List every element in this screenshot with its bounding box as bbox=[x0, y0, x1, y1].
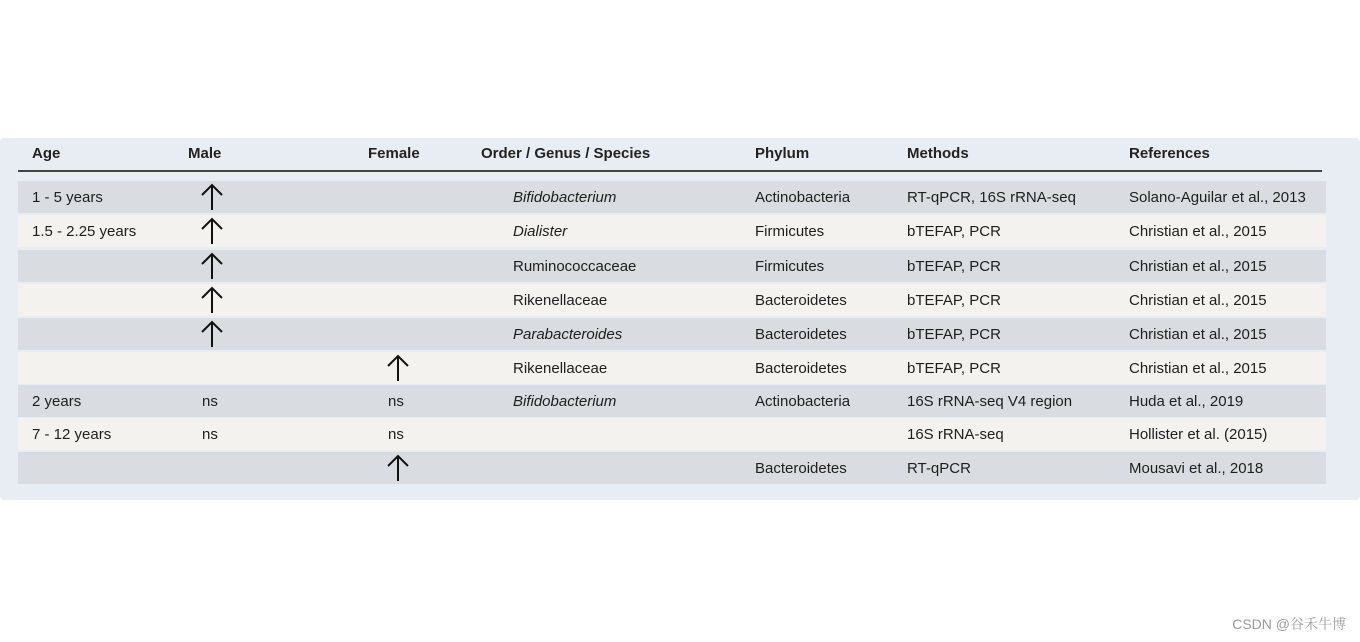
cell-phylum: Actinobacteria bbox=[755, 189, 851, 206]
cell-reference: Christian et al., 2015 bbox=[1129, 360, 1267, 377]
up-arrow-icon bbox=[200, 319, 224, 349]
header-phylum: Phylum bbox=[755, 145, 810, 162]
cell-taxon: Bifidobacterium bbox=[513, 393, 617, 410]
up-arrow-icon bbox=[200, 251, 224, 281]
cell-phylum: Bacteroidetes bbox=[755, 292, 847, 309]
header-age: Age bbox=[32, 145, 61, 162]
cell-phylum: Firmicutes bbox=[755, 258, 825, 275]
cell-taxon: Bifidobacterium bbox=[513, 189, 617, 206]
cell-age: 7 - 12 years bbox=[32, 426, 112, 443]
cell-reference: Hollister et al. (2015) bbox=[1129, 426, 1268, 443]
header-references: References bbox=[1129, 145, 1210, 162]
cell-female: ns bbox=[388, 393, 404, 410]
cell-age: 2 years bbox=[32, 393, 82, 410]
cell-taxon: Ruminococcaceae bbox=[513, 258, 637, 275]
cell-methods: bTEFAP, PCR bbox=[907, 360, 1001, 377]
cell-phylum: Bacteroidetes bbox=[755, 360, 847, 377]
cell-reference: Solano-Aguilar et al., 2013 bbox=[1129, 189, 1306, 206]
watermark: CSDN @谷禾牛博 bbox=[1232, 616, 1346, 632]
cell-male: ns bbox=[202, 393, 218, 410]
cell-reference: Christian et al., 2015 bbox=[1129, 258, 1267, 275]
cell-methods: 16S rRNA-seq V4 region bbox=[907, 393, 1073, 410]
cell-female: ns bbox=[388, 426, 404, 443]
cell-methods: RT-qPCR bbox=[907, 460, 971, 477]
cell-taxon: Rikenellaceae bbox=[513, 360, 608, 377]
up-arrow-icon bbox=[386, 353, 410, 383]
cell-taxon: Dialister bbox=[513, 223, 568, 240]
cell-phylum: Actinobacteria bbox=[755, 393, 851, 410]
up-arrow-icon bbox=[200, 182, 224, 212]
cell-phylum: Firmicutes bbox=[755, 223, 825, 240]
table-row bbox=[18, 284, 1326, 316]
cell-age: 1 - 5 years bbox=[32, 189, 103, 206]
cell-methods: bTEFAP, PCR bbox=[907, 292, 1001, 309]
cell-age: 1.5 - 2.25 years bbox=[32, 223, 137, 240]
up-arrow-icon bbox=[200, 285, 224, 315]
table-row bbox=[18, 181, 1326, 213]
cell-male: ns bbox=[202, 426, 218, 443]
cell-reference: Christian et al., 2015 bbox=[1129, 223, 1267, 240]
cell-taxon: Parabacteroides bbox=[513, 326, 623, 343]
up-arrow-icon bbox=[200, 216, 224, 246]
table-row bbox=[18, 250, 1326, 282]
cell-taxon: Rikenellaceae bbox=[513, 292, 608, 309]
cell-methods: bTEFAP, PCR bbox=[907, 326, 1001, 343]
cell-methods: RT-qPCR, 16S rRNA-seq bbox=[907, 189, 1076, 206]
header-taxon: Order / Genus / Species bbox=[481, 145, 651, 162]
cell-reference: Christian et al., 2015 bbox=[1129, 292, 1267, 309]
cell-reference: Mousavi et al., 2018 bbox=[1129, 460, 1264, 477]
cell-methods: 16S rRNA-seq bbox=[907, 426, 1004, 443]
cell-methods: bTEFAP, PCR bbox=[907, 258, 1001, 275]
cell-methods: bTEFAP, PCR bbox=[907, 223, 1001, 240]
table-row bbox=[18, 215, 1326, 247]
cell-reference: Huda et al., 2019 bbox=[1129, 393, 1244, 410]
header-methods: Methods bbox=[907, 145, 969, 162]
table-row bbox=[18, 352, 1326, 384]
cell-phylum: Bacteroidetes bbox=[755, 460, 847, 477]
cell-phylum: Bacteroidetes bbox=[755, 326, 847, 343]
table-row bbox=[18, 452, 1326, 484]
header-female: Female bbox=[368, 145, 420, 162]
table-header bbox=[18, 138, 1322, 172]
header-male: Male bbox=[188, 145, 222, 162]
up-arrow-icon bbox=[386, 453, 410, 483]
cell-reference: Christian et al., 2015 bbox=[1129, 326, 1267, 343]
table-row bbox=[18, 318, 1326, 350]
table-row bbox=[18, 385, 1326, 417]
table-row bbox=[18, 418, 1326, 450]
